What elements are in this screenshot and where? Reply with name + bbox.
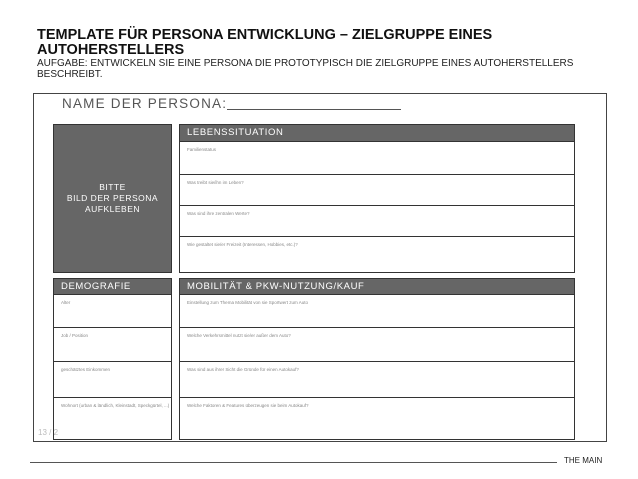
field-alter[interactable] [53,294,172,328]
photo-text-line2: BILD DER PERSONA [66,193,159,203]
field-hint: Wohnort (urban & ländlich, Kleinstadt, Speckgürtel, ...) [61,403,170,408]
field-hint: Welche Verkehrsmittel nutzt sie/er außer dem Auto? [187,333,291,338]
field-verkehrsmittel[interactable] [179,327,575,362]
field-hint: Was sind aus ihrer Sicht die Gründe für einen Autokauf? [187,367,299,372]
mobilitaet-section [179,278,575,440]
lebenssituation-header: LEBENSSITUATION [180,125,574,141]
field-hint: geschätztes Einkommen [61,367,111,372]
field-hint: Was treibt sie/ihn im Leben? [187,180,244,185]
field-lebensantrieb[interactable] [179,174,575,206]
persona-name-line[interactable] [227,109,401,110]
demografie-section [53,278,172,440]
footer-brand: THE MAIN [564,456,603,465]
field-werte[interactable] [179,205,575,237]
footer-divider [30,462,557,463]
field-einstellung-mobilitaet[interactable] [179,294,575,328]
field-hint: Was sind ihre zentralen Werte? [187,211,250,216]
field-hint: Job / Position [61,333,89,338]
page-number: 13 / 2 [38,428,59,437]
persona-photo-placeholder[interactable] [53,124,172,273]
field-hint: Familienstatus [187,147,217,152]
field-job[interactable] [53,327,172,362]
field-einkommen[interactable] [53,361,172,398]
field-familienstatus[interactable] [179,141,575,175]
page-title: TEMPLATE FÜR PERSONA ENTWICKLUNG – ZIELGRUPPE EINES AUTOHERSTELLERS [37,27,493,58]
demografie-header: DEMOGRAFIE [54,279,171,295]
field-hint: Wie gestaltet sie/er Freizeit (Interessen, Hobbies, etc.)? [187,242,298,247]
persona-name-label: NAME DER PERSONA: [62,96,228,111]
mobilitaet-header: MOBILITÄT & PKW-NUTZUNG/KAUF [180,279,574,295]
field-hint: Einstellung zum Thema Mobilität von sie Sportwert zum Auto [187,300,308,305]
photo-text-line1: BITTE [99,182,126,192]
photo-placeholder-text [54,182,171,215]
field-freizeit[interactable] [179,236,575,273]
field-wohnort[interactable] [53,397,172,440]
field-faktoren-features[interactable] [179,397,575,440]
lebenssituation-section [179,124,575,273]
field-hint: Alter [61,300,71,305]
field-gruende-autokauf[interactable] [179,361,575,398]
photo-text-line3: AUFKLEBEN [84,204,141,214]
page-subtitle: AUFGABE: ENTWICKELN SIE EINE PERSONA DIE PROTOTYPISCH DIE ZIELGRUPPE EINES AUTOHERSTELLERS BESCHREIBT. [37,58,574,80]
field-hint: Welche Faktoren & Features überzeugen sie beim Autokauf? [187,403,309,408]
